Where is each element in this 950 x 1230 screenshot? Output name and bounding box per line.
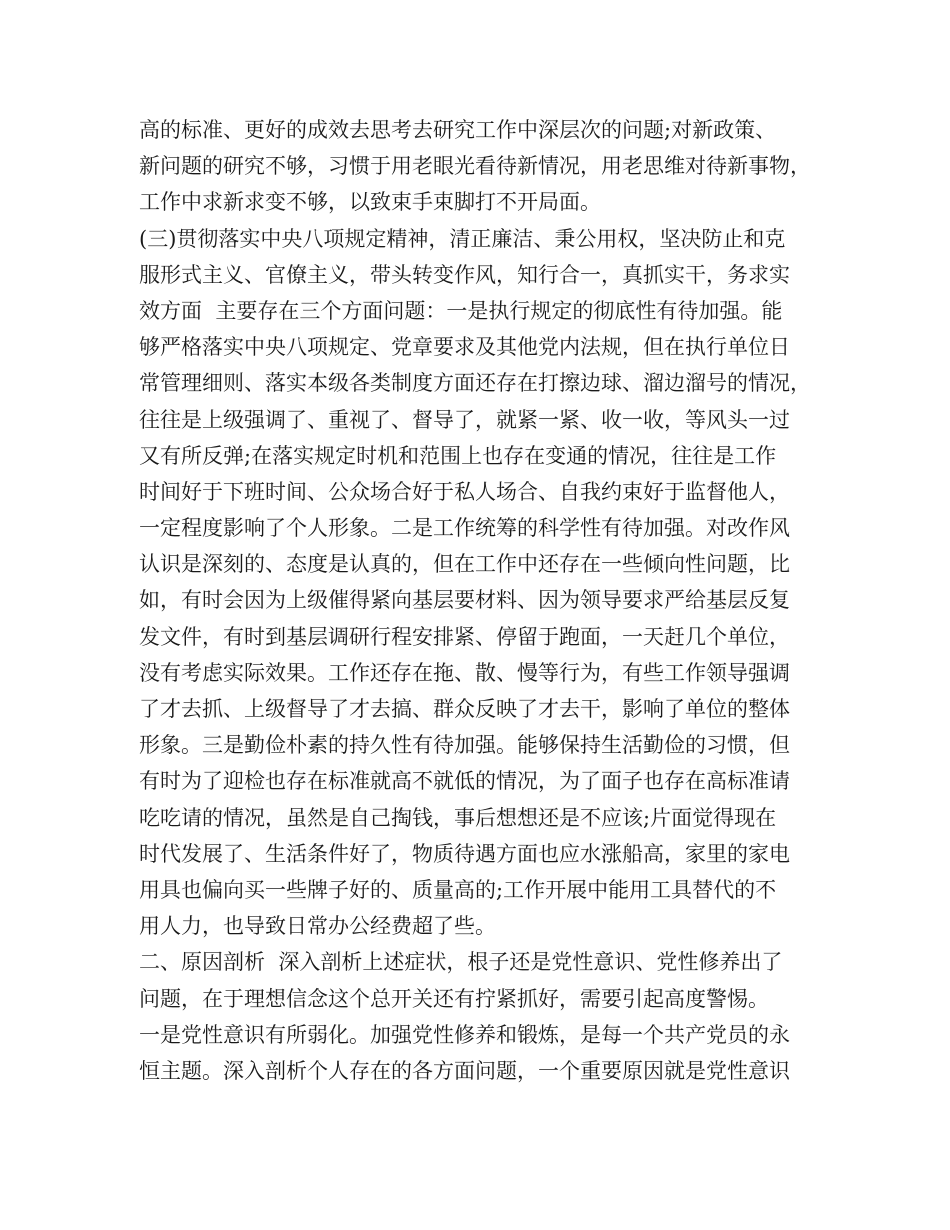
text-line: 时间好于下班时间、公众场合好于私人场合、自我约束好于监督他人， [139, 479, 790, 504]
text-line: 服形式主义、官僚主义，带头转变作风，知行合一，真抓实干，务求实 [139, 262, 790, 287]
text-line: 一是党性意识有所弱化。加强党性修养和锻炼，是每一个共产党员的永 [139, 1022, 790, 1047]
text-line: 了才去抓、上级督导了才去搞、群众反映了才去干，影响了单位的整体 [139, 697, 790, 721]
text-line: 吃吃请的情况，虽然是自己掏钱，事后想想还是不应该;片面觉得现在 [139, 805, 777, 830]
text-line: 又有所反弹;在落实规定时机和范围上也存在变通的情况，往往是工作 [139, 443, 777, 468]
text-line: (三)贯彻落实中央八项规定精神，清正廉洁、秉公用权，坚决防止和克 [139, 226, 786, 251]
text-line: 形象。三是勤俭朴素的持久性有待加强。能够保持生活勤俭的习惯，但 [139, 733, 790, 758]
text-line: 用具也偏向买一些牌子好的、质量高的;工作开展中能用工具替代的不 [139, 877, 777, 902]
text-line: 高的标准、更好的成效去思考去研究工作中深层次的问题;对新政策、 [139, 118, 777, 142]
text-line: 用人力，也导致日常办公经费超了些。 [139, 914, 496, 939]
text-line: 发文件，有时到基层调研行程安排紧、停留于跑面，一天赶几个单位， [139, 624, 790, 649]
text-line: 时代发展了、生活条件好了，物质待遇方面也应水涨船高，家里的家电 [139, 841, 790, 866]
text-line: 认识是深刻的、态度是认真的，但在工作中还存在一些倾向性问题，比 [139, 552, 790, 577]
text-line: 恒主题。深入剖析个人存在的各方面问题，一个重要原因就是党性意识 [139, 1058, 790, 1083]
text-line: 有时为了迎检也存在标准就高不就低的情况，为了面子也存在高标准请 [139, 769, 790, 794]
document-body [139, 112, 829, 1089]
text-line: 工作中求新求变不够，以致束手束脚打不开局面。 [139, 190, 601, 215]
text-line: 问题，在于理想信念这个总开关还有拧紧抓好，需要引起高度警惕。 [139, 986, 769, 1011]
text-line: 一定程度影响了个人形象。二是工作统筹的科学性有待加强。对改作风 [139, 516, 790, 541]
text-line: 二、原因剖析 深入剖析上述症状，根子还是党性意识、党性修养出了 [139, 950, 783, 975]
text-line: 新问题的研究不够，习惯于用老眼光看待新情况，用老思维对待新事物， [139, 154, 811, 179]
text-line: 如，有时会因为上级催得紧向基层要材料、因为领导要求严给基层反复 [139, 588, 790, 613]
text-line: 效方面 主要存在三个方面问题：一是执行规定的彻底性有待加强。能 [139, 298, 783, 323]
text-line: 没有考虑实际效果。工作还存在拖、散、慢等行为，有些工作领导强调 [139, 660, 790, 685]
text-line: 往往是上级强调了、重视了、督导了，就紧一紧、收一收，等风头一过 [139, 407, 790, 432]
text-line: 够严格落实中央八项规定、党章要求及其他党内法规，但在执行单位日 [139, 335, 790, 360]
text-line: 常管理细则、落实本级各类制度方面还存在打擦边球、溜边溜号的情况， [139, 371, 811, 396]
